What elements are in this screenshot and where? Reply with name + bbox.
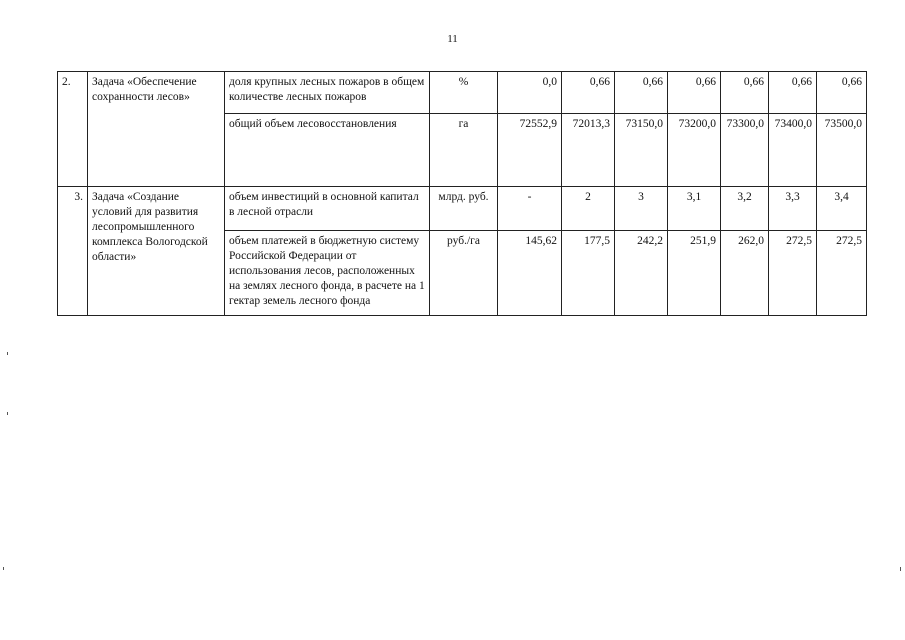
value-cell: 0,66	[721, 72, 769, 114]
value-cell: 0,66	[769, 72, 817, 114]
value-cell: 3	[615, 187, 668, 231]
value-cell: 272,5	[769, 231, 817, 316]
table-row	[58, 72, 867, 114]
value-cell: 3,3	[769, 187, 817, 231]
task-cell: Задача «Создание условий для развития лесопромышленного комплекса Вологодской области»	[88, 187, 225, 316]
indicator-name: доля крупных лесных пожаров в общем количестве лесных пожаров	[225, 72, 430, 114]
value-cell: 72013,3	[562, 114, 615, 187]
value-cell: 73200,0	[668, 114, 721, 187]
value-cell: -	[498, 187, 562, 231]
value-cell: 72552,9	[498, 114, 562, 187]
value-cell: 3,4	[817, 187, 867, 231]
value-cell: 251,9	[668, 231, 721, 316]
value-cell: 73400,0	[769, 114, 817, 187]
value-cell: 242,2	[615, 231, 668, 316]
value-cell: 73500,0	[817, 114, 867, 187]
value-cell: 0,66	[615, 72, 668, 114]
row-number: 3.	[58, 187, 88, 316]
value-cell: 0,66	[562, 72, 615, 114]
value-cell: 0,0	[498, 72, 562, 114]
value-cell: 177,5	[562, 231, 615, 316]
value-cell: 145,62	[498, 231, 562, 316]
value-cell: 272,5	[817, 231, 867, 316]
scan-mark	[7, 412, 8, 415]
value-cell: 0,66	[817, 72, 867, 114]
value-cell: 2	[562, 187, 615, 231]
scan-mark	[7, 352, 8, 355]
indicator-unit: га	[430, 114, 498, 187]
page-number: 11	[447, 33, 458, 45]
value-cell: 3,2	[721, 187, 769, 231]
indicator-unit: %	[430, 72, 498, 114]
value-cell: 3,1	[668, 187, 721, 231]
task-cell: Задача «Обеспечение сохранности лесов»	[88, 72, 225, 187]
value-cell: 73300,0	[721, 114, 769, 187]
row-number: 2.	[58, 72, 88, 187]
indicator-unit: руб./га	[430, 231, 498, 316]
value-cell: 0,66	[668, 72, 721, 114]
indicator-unit: млрд. руб.	[430, 187, 498, 231]
scan-mark	[3, 567, 4, 570]
scan-mark	[900, 567, 901, 571]
value-cell: 262,0	[721, 231, 769, 316]
indicators-table	[57, 71, 867, 316]
indicator-name: объем платежей в бюджетную систему Российской Федерации от использования лесов, расположенных на землях лесного фонда, в расчете на 1 гектар земель лесного фонда	[225, 231, 430, 316]
value-cell: 73150,0	[615, 114, 668, 187]
indicator-name: общий объем лесовосстановления	[225, 114, 430, 187]
table-row	[58, 187, 867, 231]
indicator-name: объем инвестиций в основной капитал в лесной отрасли	[225, 187, 430, 231]
